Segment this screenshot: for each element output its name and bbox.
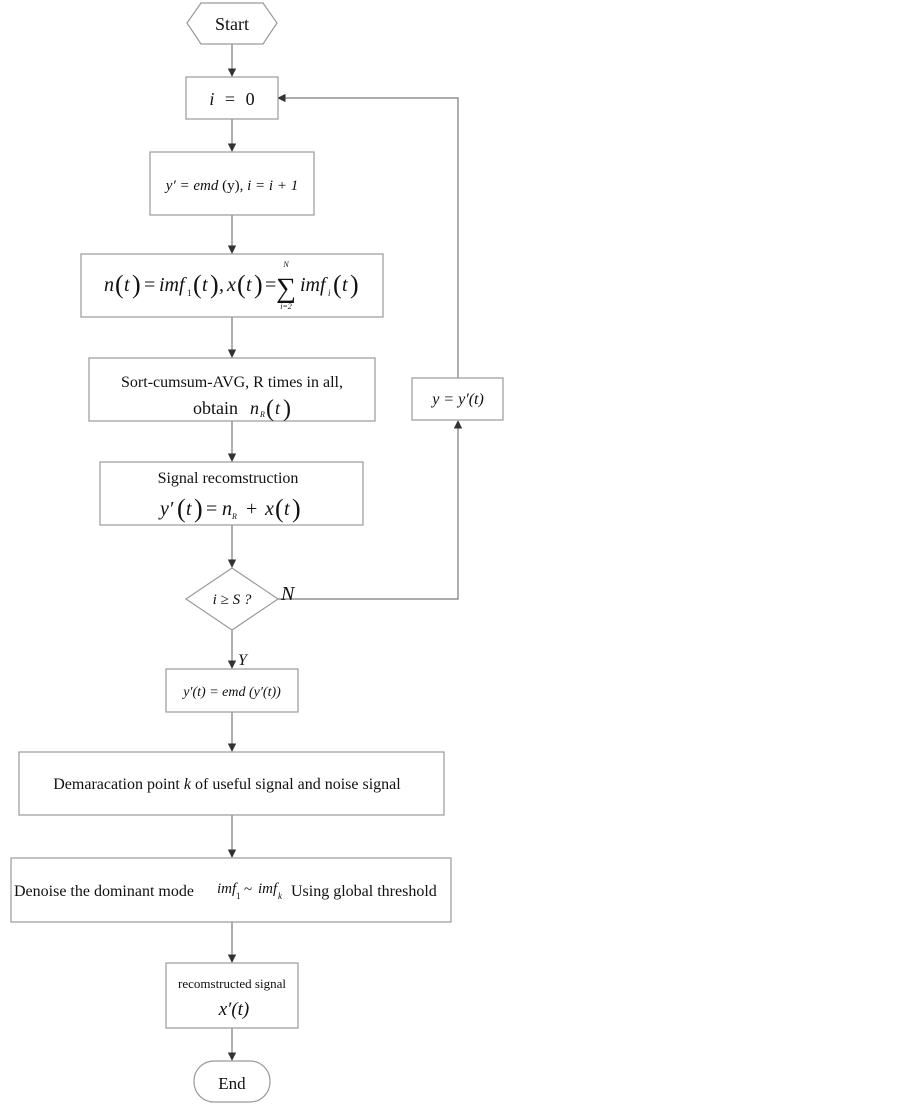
reconstructed-value: x′(t) [218,999,250,1020]
svg-text:(: ( [237,270,246,299]
end-node [194,1061,270,1102]
emd-node [150,152,314,215]
svg-text:): ) [283,396,291,422]
svg-text:(: ( [275,494,284,523]
recon-n: n [222,498,232,520]
svg-text:(: ( [115,270,124,299]
decision-label: i ≥ S ? [212,592,252,608]
svg-text:(: ( [333,270,342,299]
start-node [187,3,277,44]
svg-text:): ) [210,270,219,299]
recon-sub: R [232,512,237,521]
sort-line1: Sort-cumsum-AVG, R times in all, [121,374,343,391]
split-eq2: = [265,274,277,296]
demarcation-after: of useful signal and noise signal [194,776,401,793]
decision-yes-label: Y [238,652,247,669]
init-var: i [209,89,215,109]
recon-x: x [265,498,274,520]
split-t2: t [202,274,208,296]
init-val: 0 [245,89,255,109]
start-label: Start [215,14,249,34]
reconstructed-node [166,963,298,1028]
svg-text:(: ( [193,270,202,299]
recon-plus: + [246,498,258,520]
emd-increment: i = i + 1 [247,178,299,194]
split-sub1: 1 [187,288,192,298]
emd-arg: (y), [222,178,248,194]
svg-text:(: ( [266,396,274,422]
denoise-sub1: 1 [236,891,241,901]
demarcation-label [53,776,401,793]
sort-sub: R [260,410,265,419]
split-x: x [227,274,236,296]
sort-node [89,358,375,422]
split-n: n [104,274,114,296]
recon-t1: t [186,498,192,520]
emd-lhs: y′ = [165,178,194,194]
init-node [186,77,278,119]
recon-eq: = [206,498,218,520]
decision-no-label: N [281,583,295,605]
recon-title: Signal recomstruction [157,470,299,487]
sort-n: n [250,398,259,418]
denoise-subk: k [278,891,282,901]
denoise-tilde: ~ [244,882,253,898]
denoise-after: Using global threshold [291,883,437,900]
recon-y: y′ [160,498,174,520]
loop-update-label: y = y′(t) [432,391,484,408]
denoise-imf1: imf [217,881,237,897]
svg-text:): ) [254,270,263,299]
emd-final-node [166,669,298,712]
split-t4: t [342,274,348,296]
arrow-update-to-init [278,98,458,378]
svg-text:): ) [132,270,141,299]
recon-t2: t [284,498,290,520]
init-label [209,89,254,109]
demarcation-before: Demaracation point [53,776,184,793]
end-label: End [218,1074,246,1093]
split-subi: i [328,288,331,298]
decision-node [186,568,296,669]
demarcation-k: k [183,776,191,793]
emd-final-label: y′(t) = emd (y′(t)) [183,685,281,700]
split-eq1: = [144,274,156,296]
split-imf1: imf [159,274,185,296]
sort-obtain: obtain [193,398,238,418]
svg-text:): ) [292,494,301,523]
split-node [81,254,383,317]
emd-fn: emd [193,178,219,194]
svg-text:): ) [194,494,203,523]
split-t1: t [124,274,130,296]
emd-label [164,178,298,194]
svg-text:(: ( [177,494,186,523]
demarcation-node [19,752,444,815]
denoise-imfk: imf [258,881,278,897]
split-imf2: imf [300,274,326,296]
loop-update-node [412,378,503,420]
denoise-node [11,858,451,922]
reconstructed-title: recomstructed signal [178,976,286,991]
split-comma: , [219,274,224,296]
split-t3: t [246,274,252,296]
split-sum-bottom: i=2 [280,302,292,311]
split-sum-top: N [283,260,289,269]
sort-t: t [275,398,281,418]
denoise-before: Denoise the dominant mode [14,883,194,900]
recon-node [100,462,363,525]
svg-text:): ) [350,270,359,299]
split-sum: ∑ [276,273,296,304]
init-eq: = [224,89,236,109]
